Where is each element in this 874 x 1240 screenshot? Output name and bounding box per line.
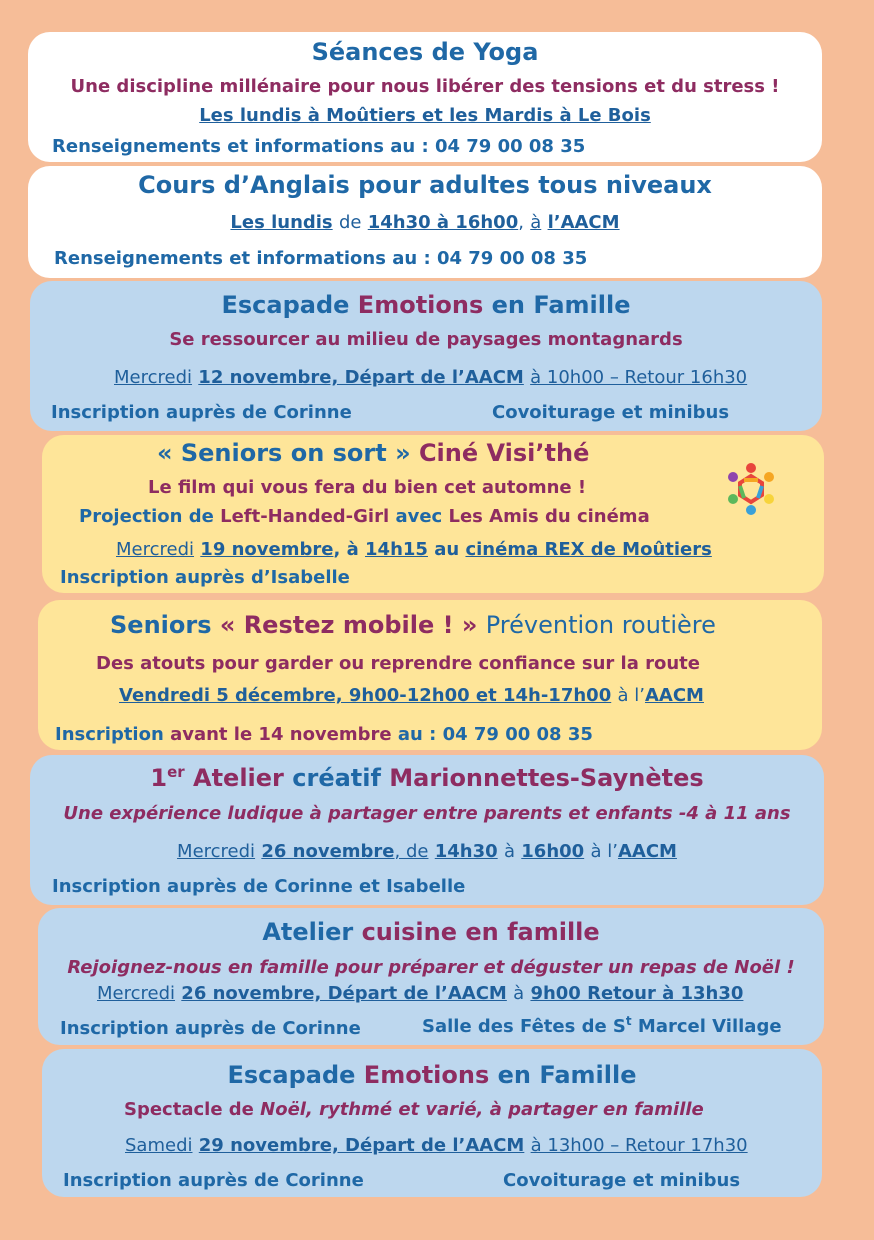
- anglais-schedule: [28, 212, 822, 233]
- escapade2-sub-c: à partager en famille: [489, 1099, 704, 1120]
- anglais-title: Cours d’Anglais pour adultes tous niveaux: [138, 171, 712, 199]
- atelier-ordinal: [150, 764, 184, 792]
- mobile-title: [110, 611, 716, 639]
- escapade2-transport: Covoiturage et minibus: [503, 1170, 741, 1191]
- mobile-insc-b: avant le 14 novembre: [170, 724, 392, 745]
- cine-schedule: [116, 539, 712, 560]
- yoga-phone: 04 79 00 08 35: [434, 136, 586, 157]
- cine-place: cinéma REX de Moûtiers: [465, 539, 712, 560]
- yoga-title: Séances de Yoga: [311, 38, 539, 66]
- cine-title-b: Ciné Visi’thé: [418, 439, 590, 467]
- cuisine-a: à: [513, 983, 525, 1004]
- yoga-card: [28, 32, 822, 162]
- anglais-comma: ,: [518, 212, 524, 233]
- anglais-a: à: [530, 212, 542, 233]
- cine-title-a: « Seniors on sort »: [157, 439, 411, 467]
- escapade2-card: [42, 1049, 822, 1197]
- cuisine-title-a: Atelier: [262, 918, 354, 946]
- escapade2-day: Samedi: [125, 1135, 193, 1156]
- cuisine-title: [38, 918, 824, 946]
- cine-subtitle: Le film qui vous fera du bien cet automne !: [148, 477, 587, 498]
- anglais-day: Les lundis: [230, 212, 333, 233]
- yoga-info-label: Renseignements et informations au :: [52, 136, 429, 157]
- escapade2-schedule: [125, 1135, 748, 1156]
- cine-day: Mercredi: [116, 539, 195, 560]
- cine-proj-b: avec: [395, 506, 443, 527]
- anglais-hours: 14h30 à 16h00: [367, 212, 519, 233]
- anglais-place: l’AACM: [547, 212, 620, 233]
- escapade2-title-b: Emotions: [363, 1061, 490, 1089]
- escapade1-date: 12 novembre, Départ de l’AACM: [198, 367, 524, 388]
- cuisine-venue-b: Marcel Village: [637, 1016, 782, 1037]
- escapade1-title-a: Escapade: [221, 291, 350, 319]
- escapade2-inscription: Inscription auprès de Corinne: [63, 1170, 364, 1191]
- escapade1-inscription: Inscription auprès de Corinne: [51, 402, 352, 423]
- escapade1-subtitle: Se ressourcer au milieu de paysages montagnards: [169, 329, 683, 350]
- cuisine-schedule: [97, 983, 743, 1004]
- escapade1-card: [30, 281, 822, 431]
- escapade1-time: à 10h00 – Retour 16h30: [530, 367, 748, 388]
- cuisine-date: 26 novembre, Départ de l’AACM: [181, 983, 507, 1004]
- cuisine-venue-a: Salle des Fêtes de S: [422, 1016, 626, 1037]
- anglais-info: [54, 248, 587, 269]
- escapade1-transport: Covoiturage et minibus: [492, 402, 730, 423]
- atelier-ordinal-sup: er: [167, 763, 185, 781]
- anglais-info-label: Renseignements et informations au :: [54, 248, 431, 269]
- escapade1-title: [30, 291, 822, 319]
- escapade1-schedule: [114, 367, 747, 388]
- atelier-ordinal-number: 1: [150, 764, 168, 792]
- cuisine-day: Mercredi: [97, 983, 176, 1004]
- mobile-title-c: Prévention routière: [485, 611, 716, 639]
- cine-time: 14h15: [365, 539, 428, 560]
- atelier-day: Mercredi: [177, 841, 256, 862]
- escapade1-day: Mercredi: [114, 367, 193, 388]
- cuisine-card: [38, 908, 824, 1045]
- anglais-card: [28, 166, 822, 278]
- escapade2-sub-a: Spectacle de: [124, 1099, 254, 1120]
- escapade1-title-c: en Famille: [491, 291, 631, 319]
- cine-projection: [79, 506, 650, 527]
- atelier-title: [30, 763, 824, 792]
- escapade2-title-a: Escapade: [227, 1061, 356, 1089]
- anglais-phone: 04 79 00 08 35: [436, 248, 588, 269]
- escapade2-subtitle: [124, 1099, 704, 1120]
- cuisine-title-b: cuisine en famille: [361, 918, 600, 946]
- atelier-title-b: créatif: [292, 764, 381, 792]
- cuisine-inscription: Inscription auprès de Corinne: [60, 1018, 361, 1039]
- people-circle-icon: [722, 460, 780, 518]
- atelier-a2: à l’: [590, 841, 618, 862]
- mobile-a: à l’: [617, 685, 645, 706]
- mobile-insc-a: Inscription: [55, 724, 164, 745]
- mobile-card: [38, 600, 822, 750]
- escapade1-title-b: Emotions: [357, 291, 484, 319]
- escapade2-time: à 13h00 – Retour 17h30: [530, 1135, 748, 1156]
- atelier-date: 26 novembre: [261, 841, 395, 862]
- cine-card: [42, 435, 824, 593]
- atelier-t1: 14h30: [434, 841, 498, 862]
- atelier-title-a: Atelier: [193, 764, 284, 792]
- atelier-schedule: [30, 841, 824, 862]
- atelier-de: , de: [394, 841, 429, 862]
- atelier-a: à: [503, 841, 515, 862]
- yoga-info: [52, 136, 585, 157]
- cine-inscription: Inscription auprès d’Isabelle: [60, 567, 350, 588]
- cuisine-venue: [422, 1014, 782, 1037]
- mobile-schedule: [119, 685, 704, 706]
- anglais-de: de: [338, 212, 362, 233]
- yoga-subtitle: Une discipline millénaire pour nous libérer des tensions et du stress !: [70, 76, 780, 97]
- cine-partner: Les Amis du cinéma: [448, 506, 650, 527]
- yoga-schedule: Les lundis à Moûtiers et les Mardis à Le Bois: [199, 105, 651, 126]
- mobile-subtitle: Des atouts pour garder ou reprendre confiance sur la route: [96, 653, 700, 674]
- mobile-place: AACM: [644, 685, 704, 706]
- cine-au: au: [434, 539, 460, 560]
- escapade2-sub-b: Noël, rythmé et varié,: [260, 1099, 484, 1120]
- atelier-inscription: Inscription auprès de Corinne et Isabelle: [52, 876, 466, 897]
- escapade2-title: [42, 1061, 822, 1089]
- cine-title: [157, 439, 589, 467]
- cine-a: , à: [333, 539, 359, 560]
- mobile-insc-c: au : 04 79 00 08 35: [397, 724, 593, 745]
- cuisine-time: 9h00 Retour à 13h30: [530, 983, 744, 1004]
- cuisine-venue-sup: t: [625, 1014, 632, 1028]
- cine-proj-a: Projection de: [79, 506, 214, 527]
- mobile-title-b: « Restez mobile ! »: [219, 611, 478, 639]
- atelier-t2: 16h00: [521, 841, 585, 862]
- atelier-title-c: Marionnettes-Saynètes: [389, 764, 704, 792]
- mobile-title-a: Seniors: [110, 611, 212, 639]
- mobile-dates: Vendredi 5 décembre, 9h00-12h00 et 14h-17h00: [119, 685, 612, 706]
- escapade2-date: 29 novembre, Départ de l’AACM: [198, 1135, 525, 1156]
- atelier-subtitle: Une expérience ludique à partager entre parents et enfants -4 à 11 ans: [63, 803, 791, 824]
- cine-date: 19 novembre: [200, 539, 334, 560]
- atelier-card: [30, 755, 824, 905]
- cuisine-subtitle: Rejoignez-nous en famille pour préparer et déguster un repas de Noël !: [67, 957, 795, 978]
- atelier-place: AACM: [617, 841, 677, 862]
- mobile-inscription: [55, 724, 593, 745]
- cine-film: Left-Handed-Girl: [220, 506, 390, 527]
- escapade2-title-c: en Famille: [497, 1061, 637, 1089]
